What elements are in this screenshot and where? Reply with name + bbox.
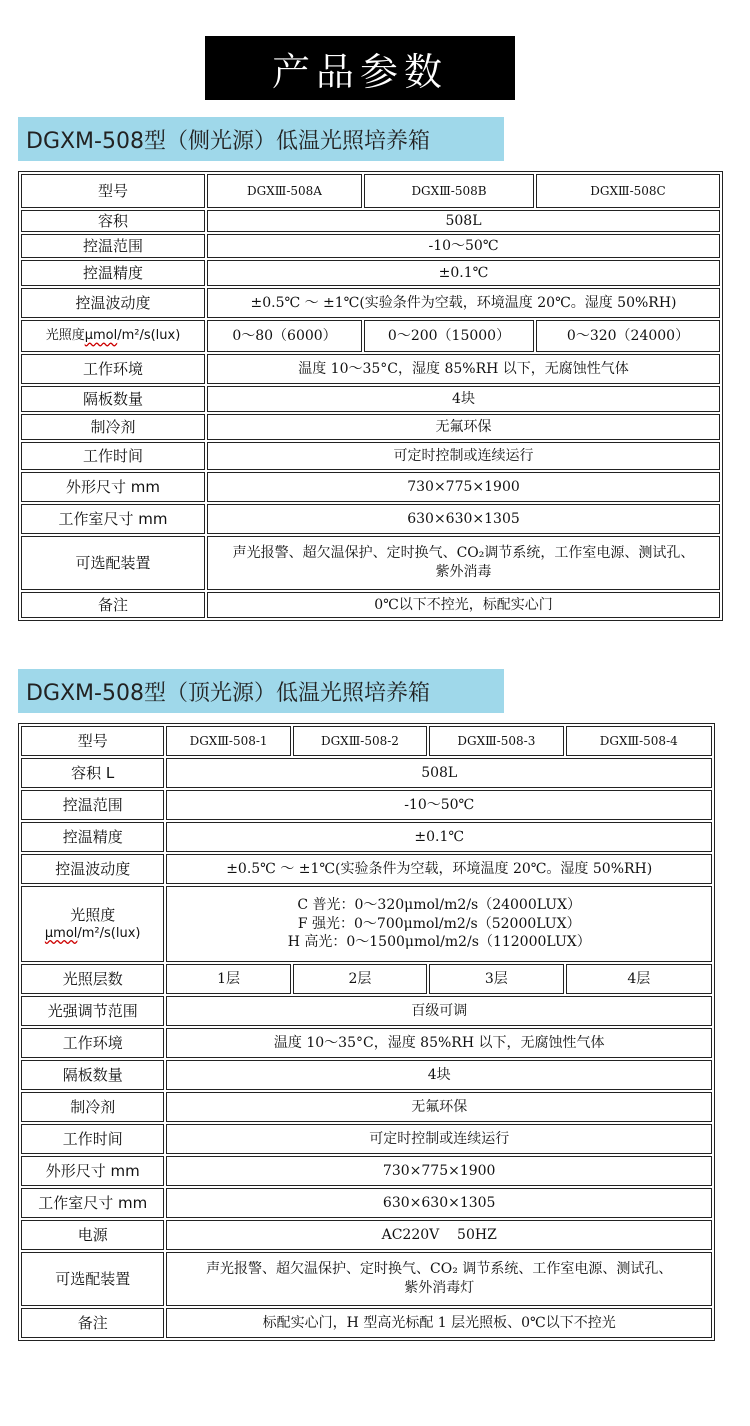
row-value: 温度 10～35°C，湿度 85%RH 以下，无腐蚀性气体 — [166, 1028, 712, 1058]
illum-label-line: 光照度 — [70, 906, 116, 925]
table-row — [21, 1188, 712, 1218]
table-row — [21, 964, 712, 994]
row-value: ±0.1℃ — [166, 822, 712, 852]
row-label: 外形尺寸 mm — [21, 472, 205, 502]
model-cell: DGXⅢ-508C — [536, 174, 720, 208]
row-label: 工作环境 — [21, 1028, 164, 1058]
row-label: 工作时间 — [21, 1124, 164, 1154]
illum-line: F 强光：0～700μmol/m2/s（52000LUX） — [297, 915, 581, 932]
table-row — [21, 386, 720, 412]
table-row — [21, 288, 720, 318]
row-value: 630×630×1305 — [166, 1188, 712, 1218]
illum-label-unit: μmol — [44, 926, 78, 942]
table-row — [21, 260, 720, 286]
row-value: 4块 — [166, 1060, 712, 1090]
illum-line: H 高光：0～1500μmol/m2/s（112000LUX） — [287, 934, 591, 951]
row-value: ±0.1℃ — [207, 260, 720, 286]
spec-table-side-light — [18, 171, 723, 621]
row-label: 光照层数 — [21, 964, 164, 994]
layer-cell: 1层 — [166, 964, 290, 994]
illum-label-unit: μmol — [84, 328, 118, 344]
row-value: ±0.5℃ ～ ±1℃(实验条件为空载，环境温度 20℃。湿度 50%RH) — [166, 854, 712, 884]
row-value: 无氟环保 — [207, 414, 720, 440]
row-label: 型号 — [21, 726, 164, 756]
row-label: 容积 — [21, 210, 205, 232]
illum-label-unit-line — [25, 925, 160, 943]
table-row — [21, 592, 720, 618]
row-label: 工作环境 — [21, 354, 205, 384]
options-line: 紫外消毒 — [435, 564, 492, 581]
row-value — [207, 536, 720, 590]
row-label — [21, 320, 205, 352]
row-label: 备注 — [21, 1308, 164, 1338]
spec-table-top-light — [18, 723, 715, 1341]
table-row — [21, 414, 720, 440]
table-row — [21, 1156, 712, 1186]
row-label: 工作时间 — [21, 442, 205, 470]
table-row — [21, 472, 720, 502]
table-row — [21, 1308, 712, 1338]
options-line: 声光报警、超欠温保护、定时换气、CO₂ 调节系统、工作室电源、测试孔、 — [206, 1261, 673, 1278]
table-row — [21, 854, 712, 884]
row-value: 730×775×1900 — [207, 472, 720, 502]
model-cell: DGXⅢ-508-3 — [429, 726, 563, 756]
row-label: 工作室尺寸 mm — [21, 504, 205, 534]
row-label: 控温波动度 — [21, 288, 205, 318]
table-row — [21, 504, 720, 534]
model-cell: DGXⅢ-508A — [207, 174, 362, 208]
table-row — [21, 442, 720, 470]
table-row — [21, 1028, 712, 1058]
row-value: 可定时控制或连续运行 — [207, 442, 720, 470]
row-value: -10～50℃ — [166, 790, 712, 820]
row-value: AC220V 50HZ — [166, 1220, 712, 1250]
row-value: ±0.5℃ ～ ±1℃(实验条件为空载，环境温度 20℃。湿度 50%RH) — [207, 288, 720, 318]
options-line: 声光报警、超欠温保护、定时换气、CO₂调节系统，工作室电源、测试孔、 — [232, 545, 695, 562]
table-row — [21, 886, 712, 962]
layer-cell: 3层 — [429, 964, 563, 994]
table-row — [21, 1060, 712, 1090]
table-row — [21, 758, 712, 788]
row-label: 控温范围 — [21, 790, 164, 820]
row-value: 0℃以下不控光，标配实心门 — [207, 592, 720, 618]
model-cell: DGXⅢ-508-1 — [166, 726, 290, 756]
table-row — [21, 790, 712, 820]
table-row — [21, 536, 720, 590]
row-value: 730×775×1900 — [166, 1156, 712, 1186]
table-row — [21, 320, 720, 352]
layer-cell: 4层 — [566, 964, 712, 994]
table-row — [21, 210, 720, 232]
row-label: 制冷剂 — [21, 414, 205, 440]
table-row — [21, 174, 720, 208]
row-value: 百级可调 — [166, 996, 712, 1026]
illum-label-prefix: 光照度 — [45, 328, 85, 344]
illum-line: C 普光：0～320μmol/m2/s（24000LUX） — [297, 896, 582, 913]
model-cell: DGXⅢ-508B — [364, 174, 534, 208]
section-heading-side-light: DGXM-508型（侧光源）低温光照培养箱 — [18, 117, 504, 161]
table-row — [21, 1124, 712, 1154]
illum-cell: 0～80（6000） — [207, 320, 362, 352]
page-title: 产品参数 — [205, 36, 515, 100]
row-value: 508L — [207, 210, 720, 232]
row-label: 工作室尺寸 mm — [21, 1188, 164, 1218]
row-label: 隔板数量 — [21, 386, 205, 412]
layer-cell: 2层 — [293, 964, 427, 994]
row-label: 隔板数量 — [21, 1060, 164, 1090]
row-label: 光强调节范围 — [21, 996, 164, 1026]
row-label: 可选配装置 — [21, 1252, 164, 1306]
row-label — [21, 886, 164, 962]
illum-label-suffix: /m²/s(lux) — [117, 328, 181, 344]
row-value: 温度 10～35°C，湿度 85%RH 以下，无腐蚀性气体 — [207, 354, 720, 384]
row-label: 控温波动度 — [21, 854, 164, 884]
illum-cell: 0～320（24000） — [536, 320, 720, 352]
row-label: 控温精度 — [21, 822, 164, 852]
row-label: 容积 L — [21, 758, 164, 788]
table-row — [21, 1252, 712, 1306]
row-value: -10～50℃ — [207, 234, 720, 258]
row-value — [166, 886, 712, 962]
row-value: 标配实心门，H 型高光标配 1 层光照板、0℃以下不控光 — [166, 1308, 712, 1338]
row-label: 制冷剂 — [21, 1092, 164, 1122]
options-line: 紫外消毒灯 — [404, 1280, 475, 1296]
row-value: 508L — [166, 758, 712, 788]
row-value: 可定时控制或连续运行 — [166, 1124, 712, 1154]
row-label: 电源 — [21, 1220, 164, 1250]
model-cell: DGXⅢ-508-2 — [293, 726, 427, 756]
illum-cell: 0～200（15000） — [364, 320, 534, 352]
table-row — [21, 354, 720, 384]
model-cell: DGXⅢ-508-4 — [566, 726, 712, 756]
table-row — [21, 822, 712, 852]
table-row — [21, 234, 720, 258]
row-value: 无氟环保 — [166, 1092, 712, 1122]
row-label: 外形尺寸 mm — [21, 1156, 164, 1186]
row-label: 控温范围 — [21, 234, 205, 258]
table-row — [21, 1220, 712, 1250]
table-row — [21, 996, 712, 1026]
table-row — [21, 1092, 712, 1122]
table-row — [21, 726, 712, 756]
illum-label-suffix: /m²/s(lux) — [77, 926, 141, 942]
row-label: 备注 — [21, 592, 205, 618]
section-heading-top-light: DGXM-508型（顶光源）低温光照培养箱 — [18, 669, 504, 713]
row-label: 可选配装置 — [21, 536, 205, 590]
row-value: 4块 — [207, 386, 720, 412]
row-label: 控温精度 — [21, 260, 205, 286]
row-value: 630×630×1305 — [207, 504, 720, 534]
row-value — [166, 1252, 712, 1306]
row-label: 型号 — [21, 174, 205, 208]
